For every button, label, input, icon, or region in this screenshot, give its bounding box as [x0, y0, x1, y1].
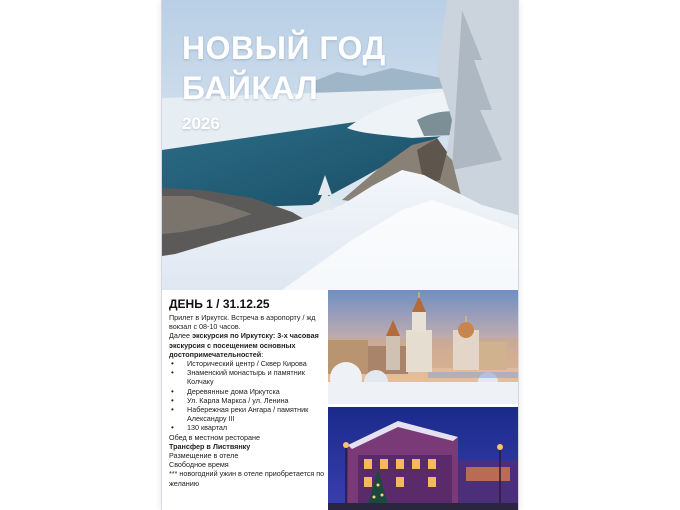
brochure-page [162, 0, 518, 510]
hotel-night-image [328, 407, 518, 510]
site-item: • Знаменский монастырь и памятник Колчаку [169, 368, 327, 386]
lunch-text: Обед в местном ресторане [169, 432, 260, 442]
hotel-text: Размещение в отеле [169, 451, 239, 461]
irkutsk-cathedral-photo [328, 290, 518, 404]
site-item: • Исторический центр / Сквер Кирова [169, 359, 327, 368]
site-item: • Деревянные дома Иркутска [169, 387, 327, 396]
hero-year: 2026 [182, 114, 220, 133]
excursion-bold: экскурсия по Иркутску: 3-х часовая экскурсия с посещением основных достопримечательностей [169, 331, 319, 359]
excursion-text [169, 331, 327, 359]
day-itinerary [169, 296, 327, 488]
listvyanka-night-photo [328, 407, 518, 510]
site-item: • Ул. Карла Маркса / ул. Ленина [169, 396, 327, 405]
dinner-note: *** новогодний ужин в отеле приобретается по желанию [169, 469, 325, 488]
hero-title [182, 28, 386, 108]
sites-list [169, 359, 327, 433]
transfer-bold: Трансфер в Листвянку [169, 441, 251, 451]
day-title: ДЕНЬ 1 / 31.12.25 [169, 297, 270, 311]
excursion-prefix: Далее [169, 331, 193, 341]
excursion-suffix: : [261, 349, 264, 359]
transfer-text [169, 442, 327, 451]
site-item: • Набережная реки Ангара / памятник Александру III [169, 405, 327, 423]
hero-title-line-1: НОВЫЙ ГОД [182, 30, 386, 66]
hero-title-line-2: БАЙКАЛ [182, 70, 319, 106]
cathedral-image [328, 290, 518, 404]
site-item: • 130 квартал [169, 423, 327, 432]
hero-banner [162, 0, 518, 290]
free-time-text: Свободное время [169, 460, 229, 470]
arrival-text: Прилет в Иркутск. Встреча в аэропорту / жд вокзал с 08-10 часов. [169, 313, 316, 332]
